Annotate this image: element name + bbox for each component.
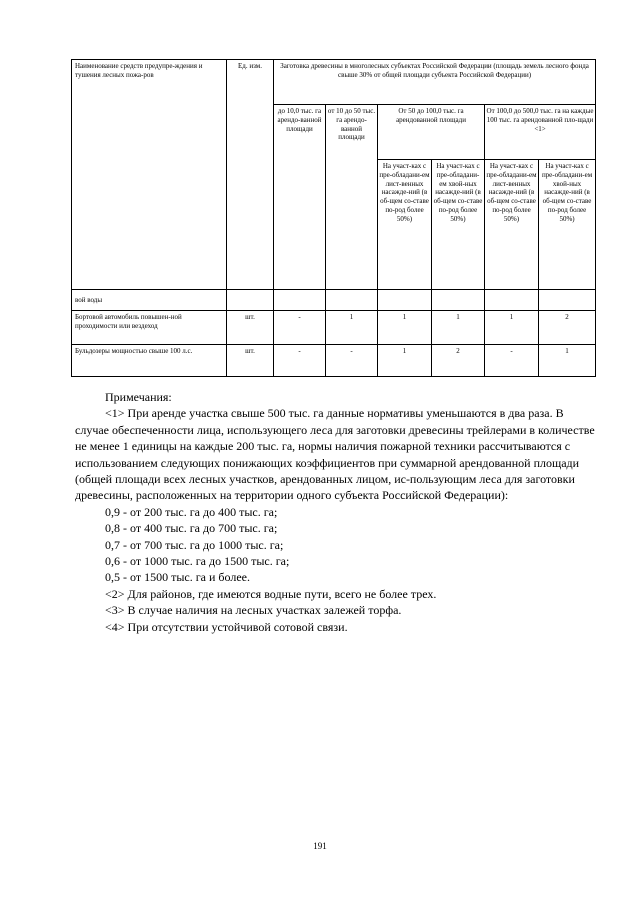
page-number: 191: [313, 841, 327, 851]
fire-equipment-norms-table: [71, 59, 596, 377]
header-col-50-to-100: От 50 до 100,0 тыс. га арендованной площади: [378, 105, 485, 160]
header-unit: Ед. изм.: [227, 60, 274, 290]
note-1: <1> При аренде участка свыше 500 тыс. га данные нормативы уменьшаются в два раза. В случае обеспеченности лица, использующего леса для заготовки древесины трейлерами в количестве не менее 1 единицы на каждые 200 тыс. га, нормы наличия пожарной техники рассчитываются с использованием следующих понижающих коэффициентов при суммарной арендованной площади (общей площади всех лесных участков, арендованных лицом, ис-пользующим леса для заготовки древесины, расположенных на территории одного субъекта Российской Федерации):: [75, 406, 595, 503]
coefficient-item: 0,6 - от 1000 тыс. га до 1500 тыс. га;: [105, 554, 290, 569]
row-unit: шт.: [227, 345, 274, 377]
row-name: Бортовой автомобиль повышен-ной проходимости или вездеход: [72, 311, 227, 345]
note-3: <3> В случае наличия на лесных участках залежей торфа.: [105, 603, 402, 618]
row-value: -: [274, 345, 326, 377]
subheader-deciduous: На участ-ках с пре-обладани-ем лист-венных насажде-ний (в об-щем со-ставе по-род более 50%): [378, 160, 432, 290]
notes-section: [75, 389, 595, 635]
coefficient-item: 0,8 - от 400 тыс. га до 700 тыс. га;: [105, 521, 278, 536]
row-name: Бульдозеры мощностью свыше 100 л.с.: [72, 345, 227, 377]
row-value: -: [485, 345, 539, 377]
row-value: 1: [539, 345, 596, 377]
continuation-cell: вой воды: [72, 290, 227, 311]
note-2: <2> Для районов, где имеются водные пути, всего не более трех.: [105, 586, 437, 601]
row-value: 1: [432, 311, 485, 345]
subheader-coniferous: На участ-ках с пре-обладани-ем хвой-ных насажде-ний (в об-щем со-ставе по-род более 50%): [432, 160, 485, 290]
row-value: 2: [432, 345, 485, 377]
row-unit: шт.: [227, 311, 274, 345]
row-value: 1: [485, 311, 539, 345]
row-value: 1: [326, 311, 378, 345]
header-col-up-to-10: до 10,0 тыс. га арендо-ванной площади: [274, 105, 326, 290]
row-value: -: [326, 345, 378, 377]
notes-title: Примечания:: [105, 390, 172, 404]
subheader-coniferous: На участ-ках с пре-обладани-ем хвой-ных насажде-ний (в об-щем со-ставе по-род более 50%): [539, 160, 596, 290]
row-value: 1: [378, 311, 432, 345]
header-col-10-to-50: от 10 до 50 тыс. га арендо-ванной площади: [326, 105, 378, 290]
header-col-100-to-500: От 100,0 до 500,0 тыс. га на каждые 100 тыс. га арендованной пло-щади <1>: [485, 105, 596, 160]
row-value: 1: [378, 345, 432, 377]
coefficient-item: 0,7 - от 700 тыс. га до 1000 тыс. га;: [105, 537, 284, 552]
table-row: [72, 345, 596, 377]
coefficient-item: 0,9 - от 200 тыс. га до 400 тыс. га;: [105, 504, 278, 519]
subheader-deciduous: На участ-ках с пре-обладани-ем лист-венных насажде-ний (в об-щем со-ставе по-род более 50%): [485, 160, 539, 290]
row-value: -: [274, 311, 326, 345]
coefficient-item: 0,5 - от 1500 тыс. га и более.: [105, 570, 250, 585]
header-equipment-name: Наименование средств предупре-ждения и тушения лесных пожа-ров: [72, 60, 227, 290]
table-row: [72, 311, 596, 345]
row-value: 2: [539, 311, 596, 345]
note-4: <4> При отсутствии устойчивой сотовой связи.: [105, 619, 348, 634]
header-timber-harvesting: Заготовка древесины в многолесных субъектах Российской Федерации (площадь земель лесного фонда свыше 30% от общей площади субъекта Российской Федерации): [274, 60, 596, 105]
